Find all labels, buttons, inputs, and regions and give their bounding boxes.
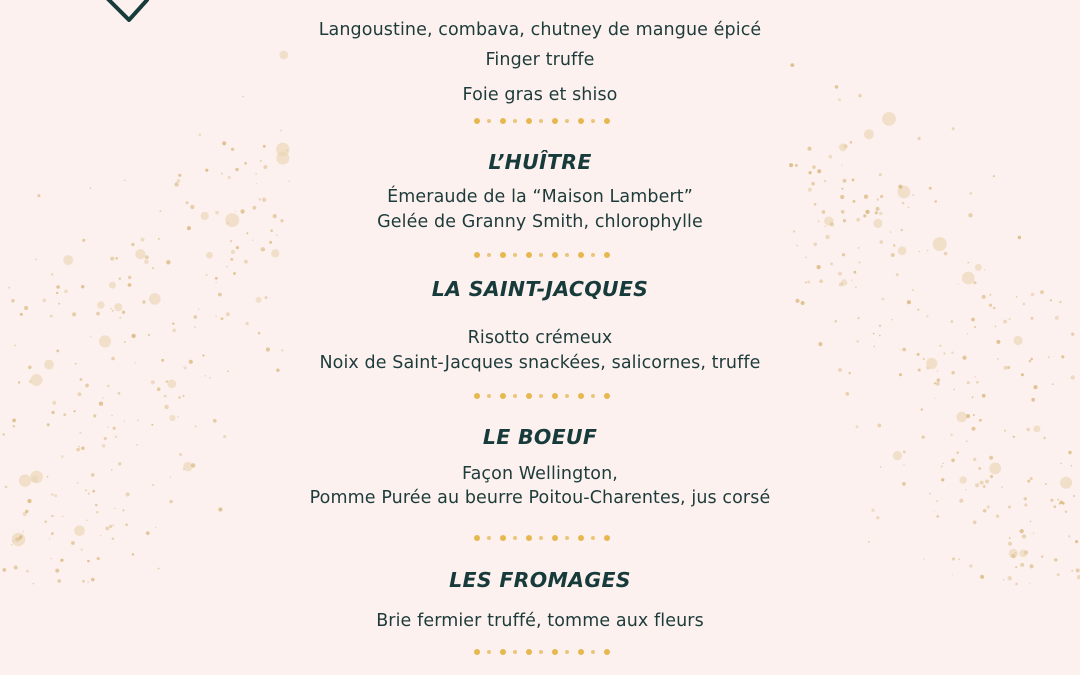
divider-dot bbox=[474, 535, 480, 541]
divider-dot bbox=[500, 252, 506, 258]
course-title-boeuf: LE BOEUF bbox=[482, 425, 598, 449]
divider-dot bbox=[526, 118, 532, 124]
divider-dot bbox=[474, 393, 480, 399]
divider-dot bbox=[604, 118, 610, 124]
divider-dot bbox=[526, 393, 532, 399]
divider-dot bbox=[526, 649, 532, 655]
intro-item: Foie gras et shiso bbox=[462, 85, 618, 105]
divider-dot bbox=[591, 119, 595, 123]
divider-dot bbox=[500, 535, 506, 541]
divider-dot bbox=[591, 253, 595, 257]
gold-dots-divider-icon bbox=[474, 392, 610, 400]
divider-dot bbox=[513, 253, 517, 257]
divider-dot bbox=[526, 535, 532, 541]
divider-dot bbox=[578, 535, 584, 541]
divider-dot bbox=[474, 118, 480, 124]
course-line: Émeraude de la “Maison Lambert” bbox=[387, 187, 693, 207]
divider-dot bbox=[604, 252, 610, 258]
divider-dot bbox=[604, 535, 610, 541]
divider-dot bbox=[539, 394, 543, 398]
divider-dot bbox=[487, 394, 491, 398]
divider-dot bbox=[500, 118, 506, 124]
divider-dot bbox=[500, 649, 506, 655]
gold-dots-divider-icon bbox=[474, 534, 610, 542]
course-title-fromages: LES FROMAGES bbox=[449, 568, 631, 592]
divider-dot bbox=[487, 253, 491, 257]
divider-dot bbox=[552, 393, 558, 399]
divider-dot bbox=[578, 649, 584, 655]
divider-dot bbox=[552, 118, 558, 124]
divider-dot bbox=[591, 394, 595, 398]
divider-dot bbox=[565, 253, 569, 257]
divider-dot bbox=[474, 649, 480, 655]
divider-dot bbox=[487, 119, 491, 123]
divider-dot bbox=[591, 536, 595, 540]
divider-dot bbox=[487, 650, 491, 654]
divider-dot bbox=[578, 118, 584, 124]
divider-dot bbox=[513, 650, 517, 654]
divider-dot bbox=[513, 536, 517, 540]
divider-dot bbox=[591, 650, 595, 654]
intro-item: Langoustine, combava, chutney de mangue épicé bbox=[318, 20, 762, 40]
divider-dot bbox=[500, 393, 506, 399]
divider-dot bbox=[513, 119, 517, 123]
divider-dot bbox=[539, 253, 543, 257]
divider-dot bbox=[474, 252, 480, 258]
divider-dot bbox=[513, 394, 517, 398]
divider-dot bbox=[539, 536, 543, 540]
course-line: Pomme Purée au beurre Poitou-Charentes, jus corsé bbox=[309, 488, 771, 508]
divider-dot bbox=[539, 119, 543, 123]
divider-dot bbox=[487, 536, 491, 540]
divider-dot bbox=[526, 252, 532, 258]
divider-dot bbox=[565, 650, 569, 654]
course-line: Noix de Saint-Jacques snackées, salicornes, truffe bbox=[319, 353, 761, 373]
intro-item: Finger truffe bbox=[485, 50, 595, 70]
course-line: Façon Wellington, bbox=[462, 464, 618, 484]
divider-dot bbox=[539, 650, 543, 654]
divider-dot bbox=[578, 393, 584, 399]
divider-dot bbox=[604, 649, 610, 655]
course-title-huitre: L’HUÎTRE bbox=[488, 150, 592, 174]
gold-dots-divider-icon bbox=[474, 648, 610, 656]
course-line: Risotto crémeux bbox=[467, 328, 613, 348]
divider-dot bbox=[565, 394, 569, 398]
course-title-saint-jacques: LA SAINT-JACQUES bbox=[431, 277, 649, 301]
divider-dot bbox=[565, 119, 569, 123]
divider-dot bbox=[578, 252, 584, 258]
course-line: Gelée de Granny Smith, chlorophylle bbox=[377, 212, 703, 232]
gold-dots-divider-icon bbox=[474, 251, 610, 259]
course-line: Brie fermier truffé, tomme aux fleurs bbox=[376, 611, 704, 631]
gold-dots-divider-icon bbox=[474, 117, 610, 125]
divider-dot bbox=[552, 535, 558, 541]
divider-dot bbox=[552, 649, 558, 655]
divider-dot bbox=[565, 536, 569, 540]
divider-dot bbox=[552, 252, 558, 258]
divider-dot bbox=[604, 393, 610, 399]
